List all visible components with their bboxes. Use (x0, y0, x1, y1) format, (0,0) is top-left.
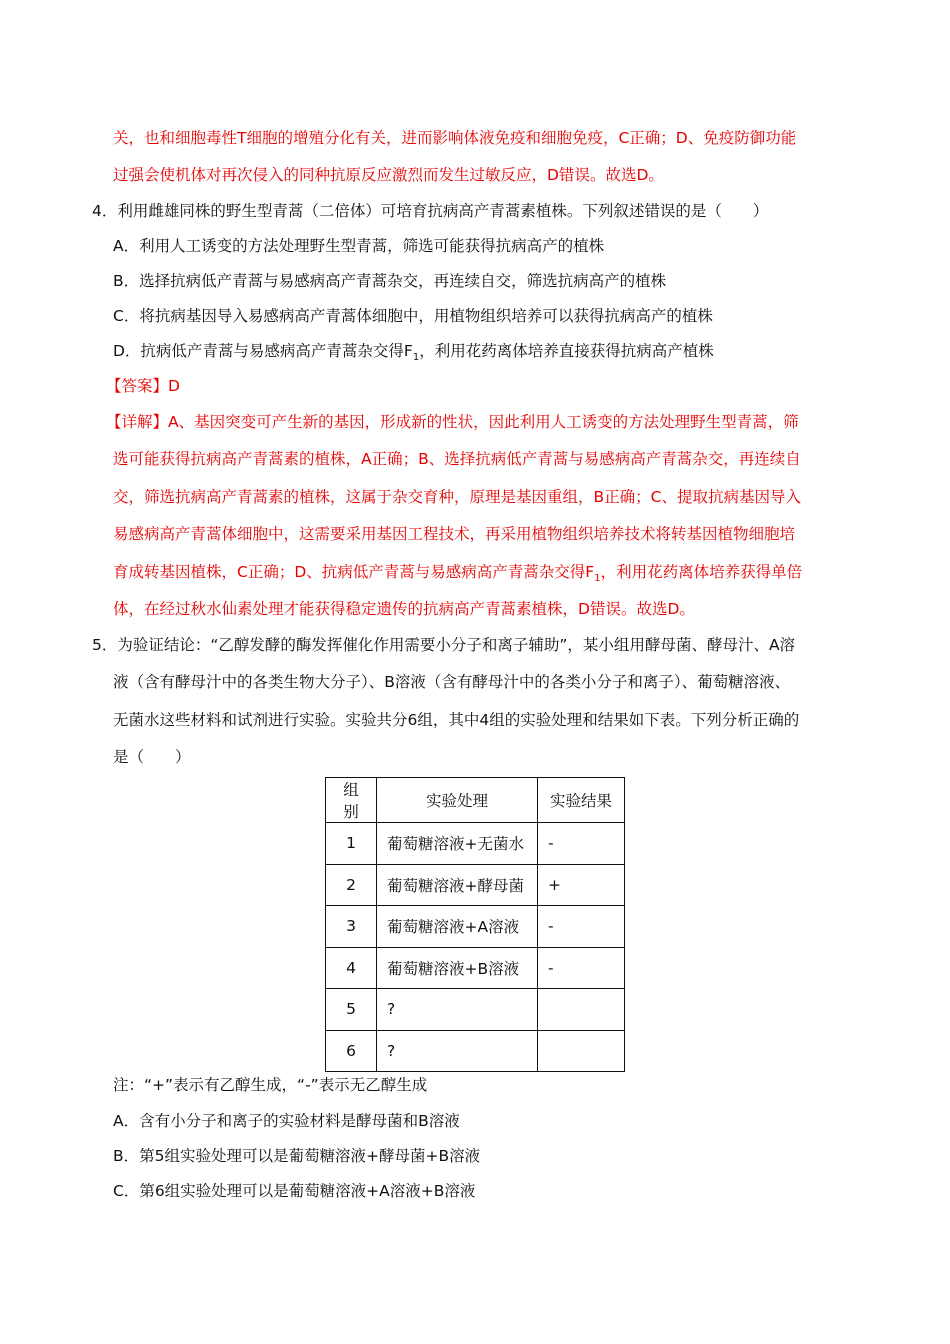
q4-option-d (113, 340, 714, 369)
table-cell-treatment: ? (377, 1030, 538, 1072)
q4-detail-line-1: 【详解】A、基因突变可产生新的基因，形成新的性状，因此利用人工诱变的方法处理野生型青蒿，筛 (106, 413, 799, 431)
table-cell-group: 3 (326, 906, 377, 948)
table-cell-result (538, 1030, 625, 1072)
q4-detail-line-3: 交，筛选抗病高产青蒿素的植株，这属于杂交育种，原理是基因重组，B正确；C、提取抗病基因导入 (113, 488, 801, 506)
table-header-row (326, 778, 625, 823)
q5-stem-row (92, 634, 795, 656)
q5-number: 5． (92, 636, 118, 654)
q5-stem-line-3: 无菌水这些材料和试剂进行实验。实验共分6组，其中4组的实验处理和结果如下表。下列分析正确的 (113, 711, 800, 729)
table-header-result: 实验结果 (538, 778, 625, 823)
q5-stem-line-2: 液（含有酵母汁中的各类生物大分子）、B溶液（含有酵母汁中的各类小分子和离子）、葡萄糖溶液、 (113, 673, 791, 691)
table-row (326, 823, 625, 865)
table-cell-result: + (538, 864, 625, 906)
q5-option-b: B．第5组实验处理可以是葡萄糖溶液+酵母菌+B溶液 (113, 1147, 481, 1165)
q4-number: 4． (92, 202, 118, 220)
table-cell-result: - (538, 906, 625, 948)
table-row (326, 989, 625, 1031)
table-row (326, 906, 625, 948)
table-cell-treatment: ? (377, 989, 538, 1031)
table-cell-result (538, 989, 625, 1031)
q4-option-c: C．将抗病基因导入易感病高产青蒿体细胞中，用植物组织培养可以获得抗病高产的植株 (113, 307, 713, 325)
q5-option-a: A．含有小分子和离子的实验材料是酵母菌和B溶液 (113, 1112, 460, 1130)
q4-detail-line-5-post: ，利用花药离体培养获得单倍 (600, 563, 803, 581)
q4-option-b: B．选择抗病低产青蒿与易感病高产青蒿杂交，再连续自交，筛选抗病高产的植株 (113, 272, 667, 290)
q4-option-d-sub: 1 (412, 352, 420, 364)
q5-table-note: 注：“+”表示有乙醇生成，“-”表示无乙醇生成 (113, 1076, 428, 1094)
table-header-group: 组别 (326, 778, 377, 823)
table-cell-treatment: 葡萄糖溶液+B溶液 (377, 947, 538, 989)
prev-detail-line-2: 过强会使机体对再次侵入的同种抗原反应激烈而发生过敏反应，D错误。故选D。 (113, 166, 664, 184)
q4-option-d-post: ，利用花药离体培养直接获得抗病高产植株 (419, 342, 714, 360)
table-cell-group: 1 (326, 823, 377, 865)
table-cell-treatment: 葡萄糖溶液+无菌水 (377, 823, 538, 865)
table-cell-group: 5 (326, 989, 377, 1031)
q4-detail-line-5-pre: 育成转基因植株，C正确；D、抗病低产青蒿与易感病高产青蒿杂交得F (113, 563, 595, 581)
table-cell-result: - (538, 947, 625, 989)
q4-option-d-pre: D．抗病低产青蒿与易感病高产青蒿杂交得F (113, 342, 413, 360)
q5-stem-line-4: 是（ ） (113, 748, 191, 766)
table-cell-group: 6 (326, 1030, 377, 1072)
table-cell-result: - (538, 823, 625, 865)
table-row (326, 1030, 625, 1072)
table-cell-group: 2 (326, 864, 377, 906)
q4-detail-line-6: 体，在经过秋水仙素处理才能获得稳定遗传的抗病高产青蒿素植株，D错误。故选D。 (113, 600, 695, 618)
q4-detail-line-5-sub: 1 (594, 573, 601, 585)
q4-detail-line-4: 易感病高产青蒿体细胞中，这需要采用基因工程技术，再采用植物组织培养技术将转基因植物细胞培 (113, 525, 796, 543)
q5-option-c: C．第6组实验处理可以是葡萄糖溶液+A溶液+B溶液 (113, 1182, 476, 1200)
q4-stem-row (92, 200, 768, 222)
prev-detail-line-1: 关，也和细胞毒性T细胞的增殖分化有关，进而影响体液免疫和细胞免疫，C正确；D、免疫防御功能 (113, 129, 797, 147)
q5-stem-line-1: 为验证结论：“乙醇发酵的酶发挥催化作用需要小分子和离子辅助”，某小组用酵母菌、酵母汁、A溶 (117, 636, 796, 654)
q4-detail-line-2: 选可能获得抗病高产青蒿素的植株，A正确；B、选择抗病低产青蒿与易感病高产青蒿杂交，再连续自 (113, 450, 801, 468)
q4-detail-line-5 (113, 561, 802, 590)
q4-option-a: A．利用人工诱变的方法处理野生型青蒿，筛选可能获得抗病高产的植株 (113, 237, 605, 255)
q4-answer: 【答案】D (106, 377, 180, 395)
table-cell-group: 4 (326, 947, 377, 989)
table-cell-treatment: 葡萄糖溶液+A溶液 (377, 906, 538, 948)
table-row (326, 947, 625, 989)
q4-stem: 利用雌雄同株的野生型青蒿（二倍体）可培育抗病高产青蒿素植株。下列叙述错误的是（ ） (117, 202, 769, 220)
table-cell-treatment: 葡萄糖溶液+酵母菌 (377, 864, 538, 906)
table-header-treatment: 实验处理 (377, 778, 538, 823)
experiment-table (325, 777, 625, 1072)
table-row (326, 864, 625, 906)
